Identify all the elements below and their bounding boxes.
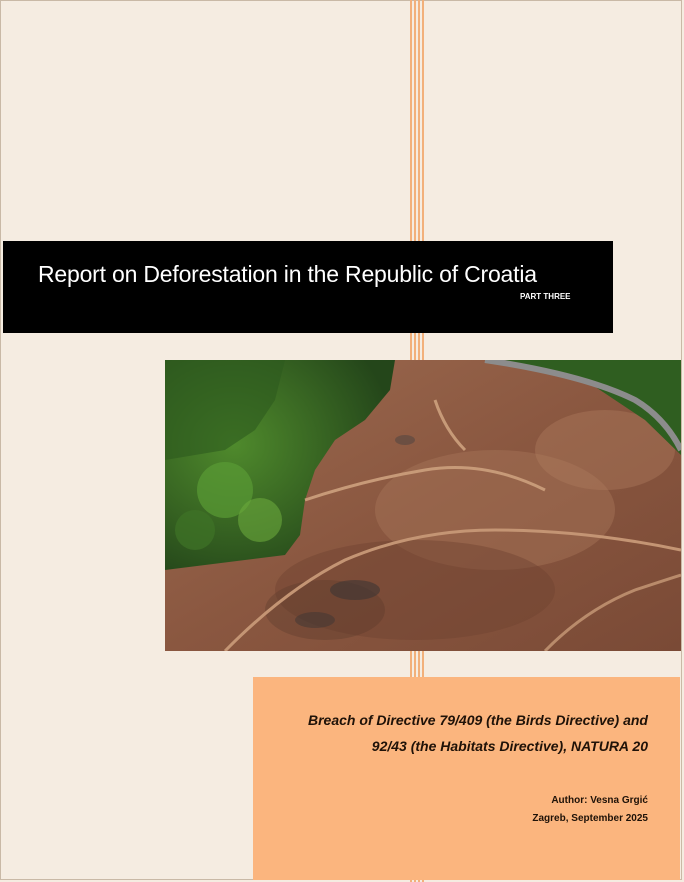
place-date: Zagreb, September 2025	[532, 813, 648, 824]
author: Author: Vesna Grgić	[551, 795, 648, 806]
report-part: PART THREE	[520, 292, 571, 301]
directive-line-2: 92/43 (the Habitats Directive), NATURA 20	[371, 738, 648, 754]
directive-text	[308, 707, 648, 759]
directive-line-1: Breach of Directive 79/409 (the Birds Directive) and	[307, 712, 648, 728]
aerial-clearcut-photo	[165, 360, 681, 651]
report-title: Report on Deforestation in the Republic of Croatia	[38, 261, 537, 287]
title-band	[3, 241, 613, 333]
info-box	[253, 677, 680, 880]
